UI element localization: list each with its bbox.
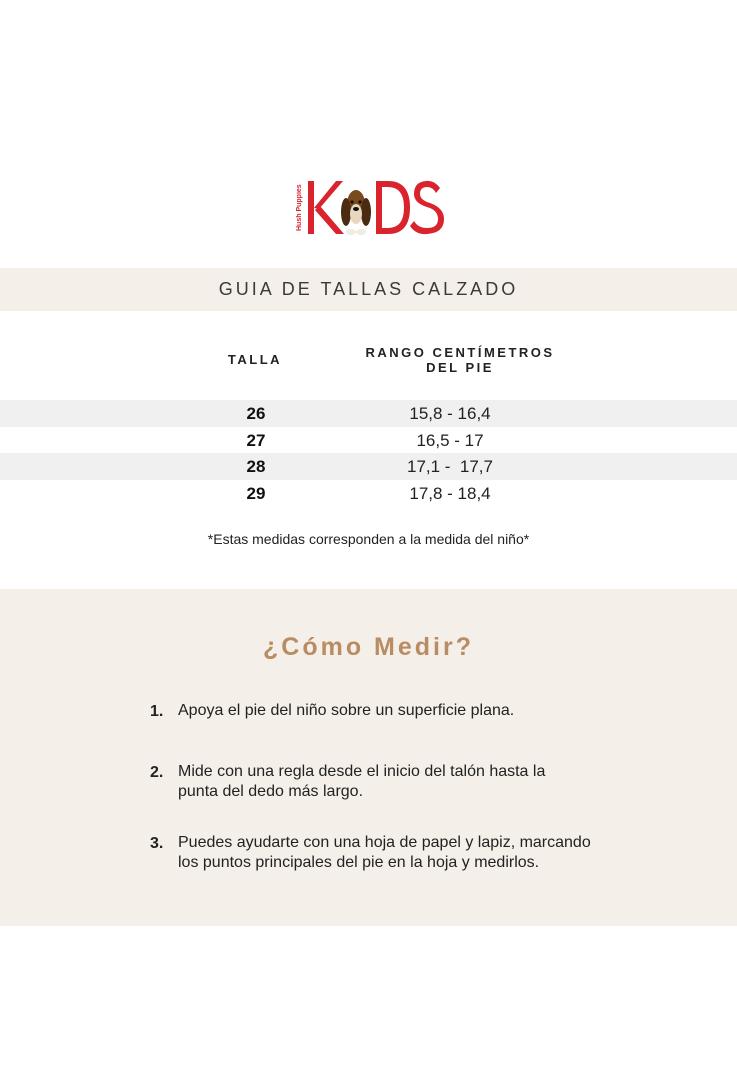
title-band [0,268,737,311]
page-title: GUIA DE TALLAS CALZADO [218,279,519,299]
row-range: 17,8 - 18,4 [409,484,491,503]
how-to-title: ¿Cómo Medir? [263,633,474,661]
step-text-line: Apoya el pie del niño sobre un superficie plana. [178,702,515,719]
row-size: 29 [246,484,266,503]
hush-puppies-kids-logo [296,176,446,238]
measurement-note: *Estas medidas corresponden a la medida del niño* [207,531,530,547]
row-range: 17,1 - 17,7 [406,457,493,476]
row-size: 28 [246,457,266,476]
row-size: 26 [246,404,266,423]
step-text-line: los puntos principales del pie en la hoja y medirlos. [178,854,540,871]
step-number: 2. [150,764,164,781]
column-header-talla: TALLA [227,352,283,367]
step-text [178,701,618,721]
step-text-line: Mide con una regla desde el inicio del talón hasta la [178,763,546,780]
table-row [0,400,737,427]
how-to-measure-section [0,589,737,926]
column-header-rango [340,345,580,375]
logo-brand-small: Hush Puppies [296,184,303,232]
row-range: 15,8 - 16,4 [409,404,491,423]
step-text-line: punta del dedo más largo. [178,783,364,800]
row-range: 16,5 - 17 [416,431,484,450]
step-text [178,833,618,873]
table-row [0,480,737,507]
column-header-rango-line2: DEL PIE [426,360,494,375]
kids-wordmark-icon [306,176,446,238]
step-number: 3. [150,835,164,852]
row-size: 27 [246,431,266,450]
table-row [0,453,737,480]
column-header-rango-line1: RANGO CENTÍMETROS [365,345,555,360]
step-number: 1. [150,703,164,720]
basset-dog-icon [341,190,371,235]
step-text [178,762,618,802]
step-text-line: Puedes ayudarte con una hoja de papel y lapiz, marcando [178,834,591,851]
table-row [0,427,737,454]
